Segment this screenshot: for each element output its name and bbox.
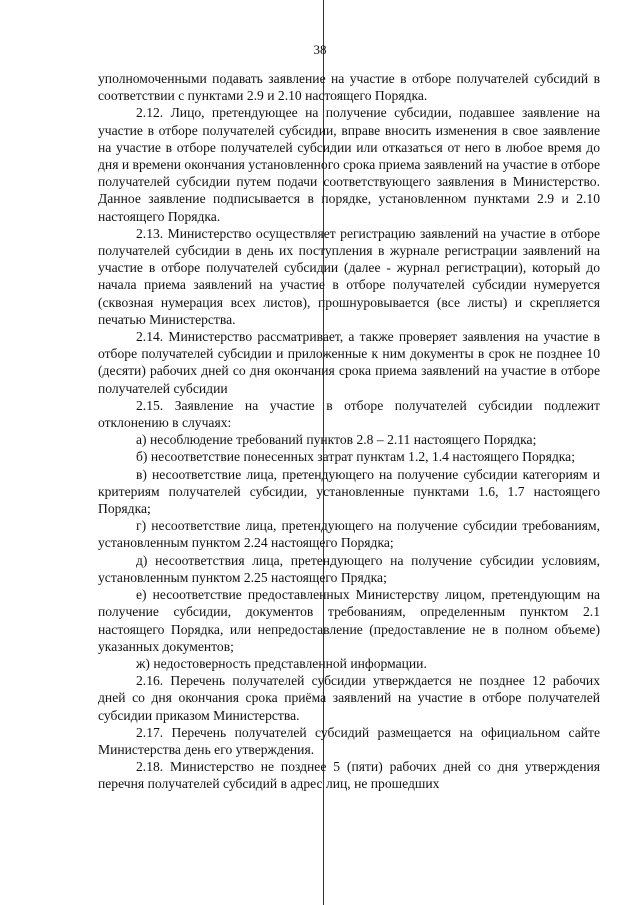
paragraph-2-16: 2.16. Перечень получателей субсидии утверждается не позднее 12 рабочих дней со дня окончания срока приёма заявлений на участие в отборе получателей субсидии приказом Министерства. <box>98 673 600 723</box>
paragraph-2-17: 2.17. Перечень получателей субсидий размещается на официальном сайте Министерства день его утверждения. <box>98 724 600 757</box>
list-item-zh: ж) недостоверность представленной информации. <box>136 655 427 671</box>
list-item-d: д) несоответствия лица, претендующего на получение субсидии условиям, установленным пунктом 2.25 настоящего Прядка; <box>98 552 600 585</box>
list-item-e: е) несоответствие предоставленных Министерству лицом, претендующим на получение субсидии, документов требованиям, определенным пунктом 2.1 настоящего Порядка, или непредоставление (предоставление не в полном объеме) указанных документов; <box>98 587 600 654</box>
list-item-b: б) несоответствие понесенных затрат пунктам 1.2, 1.4 настоящего Порядка; <box>136 449 575 465</box>
paragraph-2-14: 2.14. Министерство рассматривает, а также проверяет заявления на участие в отборе получателей субсидии и приложенные к ним документы в срок не позднее 10 (десяти) рабочих дней со дня окончания срока приема заявлений на участие в отборе получателей субсидии <box>98 329 600 396</box>
paragraph-continuation: уполномоченными подавать заявление на участие в отборе получателей субсидий в соответствии с пунктами 2.9 и 2.10 настоящего Порядка. <box>98 71 600 104</box>
paragraph-2-12: 2.12. Лицо, претендующее на получение субсидии, подавшее заявление на участие в отборе получателей субсидии, вправе вносить изменения в свое заявление на участие в отборе получателей субсидии или отказаться от него в любое время до дня и времени окончания установленного срока приема заявлений на участие в отборе получателей субсидии путем подачи соответствующего заявления в Министерство. Данное заявление подписывается в порядке, установленном пунктами 2.9 и 2.10 настоящего Порядка. <box>98 105 600 224</box>
list-item-a: а) несоблюдение требований пунктов 2.8 – 2.11 настоящего Порядка; <box>136 432 537 448</box>
page-number: 38 <box>313 42 327 57</box>
document-body <box>98 70 600 793</box>
list-item-g: г) несоответствие лица, претендующего на получение субсидии требованиям, установленным пунктом 2.24 настоящего Порядка; <box>98 518 600 551</box>
paragraph-2-18: 2.18. Министерство не позднее 5 (пяти) рабочих дней со дня утверждения перечня получателей субсидий в адрес лиц, не прошедших <box>98 759 600 792</box>
list-item-v: в) несоответствие лица, претендующего на получение субсидии категориям и критериям получателей субсидии, установленные пунктами 1.6, 1.7 настоящего Порядка; <box>98 466 600 517</box>
paragraph-2-13: 2.13. Министерство осуществляет регистрацию заявлений на участие в отборе получателей субсидии в день их поступления в журнале регистрации заявлений на участие в отборе получателей субсидии (далее - журнал регистрации), который до начала приема заявлений на участие в отборе получателей субсидии нумеруется (сквозная нумерация всех листов), прошнуровывается (все листы) и скрепляется печатью Министерства. <box>98 225 600 327</box>
paragraph-2-15: 2.15. Заявление на участие в отборе получателей субсидии подлежит отклонению в случаях: <box>98 397 600 431</box>
